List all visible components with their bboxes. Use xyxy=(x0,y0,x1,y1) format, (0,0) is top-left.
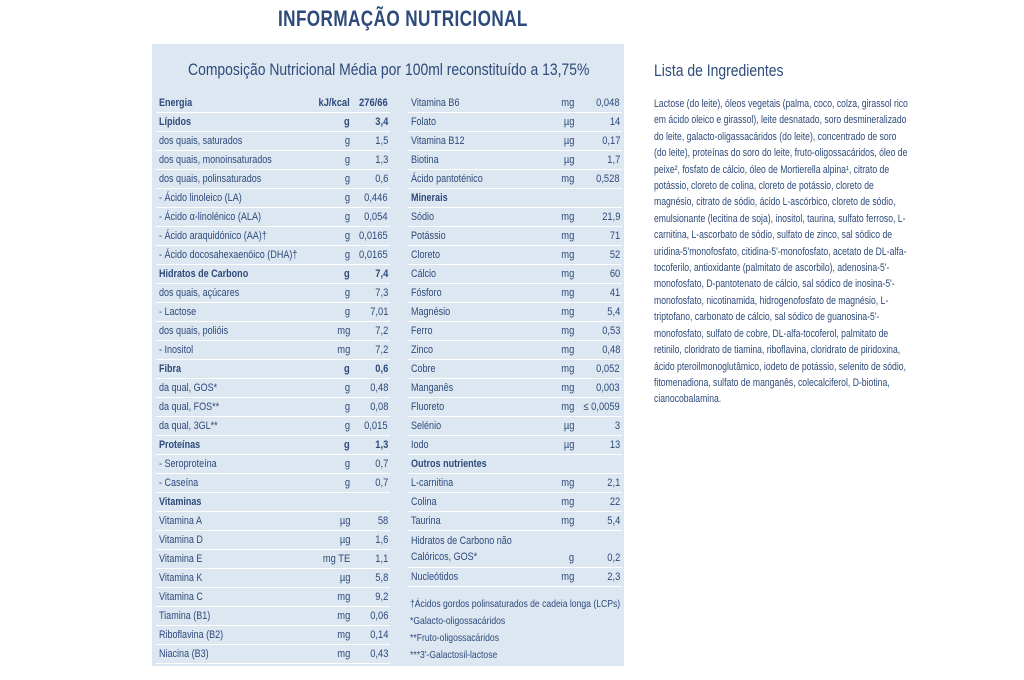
nutrient-unit: mg xyxy=(561,268,574,280)
nutrient-row xyxy=(156,132,390,151)
footnote: *Galacto-oligossacáridos xyxy=(410,615,506,627)
nutrient-value: 7,4 xyxy=(374,268,388,280)
nutrient-unit: g xyxy=(344,420,350,432)
nutrient-label: - Ácido α-linolénico (ALA) xyxy=(159,211,261,223)
nutrient-row xyxy=(408,531,622,568)
nutrient-label: dos quais, monoinsaturados xyxy=(159,154,272,166)
nutrient-label: Energia xyxy=(159,97,193,109)
nutrient-unit: g xyxy=(344,154,350,166)
nutrient-row xyxy=(408,170,622,189)
nutrient-value: 0,2 xyxy=(606,552,620,564)
nutrient-value: 7,2 xyxy=(374,325,388,337)
nutrient-row xyxy=(408,246,622,265)
footnote: †Ácidos gordos polinsaturados de cadeia longa (LCPs) xyxy=(410,598,621,610)
nutrient-label: Ácido pantoténico xyxy=(411,173,483,185)
nutrient-unit: g xyxy=(344,192,350,204)
nutrient-row xyxy=(408,132,622,151)
nutrient-label: Sódio xyxy=(411,211,435,223)
nutrient-label: dos quais, açúcares xyxy=(159,287,240,299)
nutrient-unit: g xyxy=(344,135,350,147)
nutrient-value: 71 xyxy=(609,230,620,242)
nutrient-unit: mg xyxy=(561,382,574,394)
nutrient-unit: mg xyxy=(561,249,574,261)
nutrient-value: ≤ 0,0059 xyxy=(583,401,620,413)
nutrient-label: - Lactose xyxy=(159,306,197,318)
nutrient-value: 7,3 xyxy=(374,287,388,299)
nutrient-label: da qual, FOS** xyxy=(159,401,220,413)
nutrient-row xyxy=(156,645,390,664)
nutrient-unit: mg xyxy=(337,610,350,622)
nutrient-value: 1,7 xyxy=(606,154,620,166)
nutrient-row xyxy=(156,493,390,512)
nutrient-value: 0,6 xyxy=(374,173,388,185)
nutrient-label: dos quais, polinsaturados xyxy=(159,173,262,185)
nutrient-unit: g xyxy=(344,477,350,489)
nutrient-unit: mg xyxy=(561,173,574,185)
nutrient-row xyxy=(408,94,622,113)
nutrient-label: Potássio xyxy=(411,230,446,242)
nutrient-row xyxy=(156,512,390,531)
nutrient-unit: mg xyxy=(561,230,574,242)
nutrient-label: Fluoreto xyxy=(411,401,445,413)
nutrient-unit: µg xyxy=(339,534,350,546)
nutrient-unit: g xyxy=(344,230,350,242)
nutrient-label: Zinco xyxy=(411,344,434,356)
nutrient-label: Vitamina B12 xyxy=(411,135,465,147)
nutrient-row xyxy=(156,531,390,550)
nutrient-row xyxy=(156,436,390,455)
nutrient-row xyxy=(408,303,622,322)
nutrient-label: - Seroproteína xyxy=(159,458,217,470)
nutrient-label: Selénio xyxy=(411,420,442,432)
nutrient-label: Vitamina C xyxy=(159,591,203,603)
nutrient-label: Vitamina D xyxy=(159,534,203,546)
nutrient-unit: g xyxy=(344,363,350,375)
nutrient-unit: g xyxy=(568,552,574,564)
nutrient-row xyxy=(408,189,622,208)
nutrient-row xyxy=(156,303,390,322)
nutrient-unit: kJ/kcal xyxy=(318,97,350,109)
nutrient-label: Fibra xyxy=(159,363,182,375)
nutrient-value: 13 xyxy=(609,439,620,451)
nutrition-column-right xyxy=(408,94,622,587)
nutrient-value: 1,1 xyxy=(374,553,388,565)
nutrient-value: 3,4 xyxy=(374,116,388,128)
nutrient-value: 0,054 xyxy=(364,211,388,223)
nutrient-value: 5,4 xyxy=(606,515,620,527)
nutrient-unit: g xyxy=(344,439,350,451)
nutrient-label: Niacina (B3) xyxy=(159,648,209,660)
nutrient-unit: g xyxy=(344,116,350,128)
nutrient-unit: mg xyxy=(561,515,574,527)
nutrient-value: 1,6 xyxy=(374,534,388,546)
nutrient-unit: mg xyxy=(337,325,350,337)
nutrient-label: - Ácido linoleico (LA) xyxy=(159,192,242,204)
nutrient-row xyxy=(156,550,390,569)
nutrient-row xyxy=(156,341,390,360)
nutrient-row xyxy=(156,94,390,113)
nutrient-label: Vitaminas xyxy=(159,496,202,508)
nutrient-unit: mg xyxy=(561,287,574,299)
nutrient-label: Vitamina E xyxy=(159,553,203,565)
nutrient-value: 0,7 xyxy=(374,477,388,489)
nutrient-row xyxy=(156,227,390,246)
nutrient-label: Outros nutrientes xyxy=(411,458,487,470)
nutrient-value: 2,3 xyxy=(606,571,620,583)
nutrient-unit: g xyxy=(344,211,350,223)
nutrient-label: Riboflavina (B2) xyxy=(159,629,224,641)
nutrient-value: 9,2 xyxy=(374,591,388,603)
nutrient-unit: g xyxy=(344,287,350,299)
nutrient-value: 2,1 xyxy=(606,477,620,489)
nutrient-value: 1,3 xyxy=(374,439,388,451)
nutrient-label: Vitamina K xyxy=(159,572,203,584)
nutrient-label: da qual, GOS* xyxy=(159,382,218,394)
nutrient-label: Biotina xyxy=(411,154,439,166)
nutrient-row xyxy=(408,360,622,379)
footnotes xyxy=(410,596,622,664)
nutrient-value: 0,048 xyxy=(596,97,620,109)
nutrient-value: 58 xyxy=(377,515,388,527)
nutrient-unit: mg xyxy=(561,571,574,583)
nutrient-row xyxy=(156,360,390,379)
nutrient-value: 0,08 xyxy=(369,401,388,413)
nutrient-label: Folato xyxy=(411,116,437,128)
nutrient-value: 0,7 xyxy=(374,458,388,470)
nutrient-value: 5,8 xyxy=(374,572,388,584)
nutrient-value: 0,48 xyxy=(369,382,388,394)
nutrient-label: L-carnitina xyxy=(411,477,454,489)
nutrient-label: Lípidos xyxy=(159,116,192,128)
nutrient-row xyxy=(156,151,390,170)
nutrient-unit: mg xyxy=(561,496,574,508)
nutrient-label: da qual, 3GL** xyxy=(159,420,218,432)
footnote: ***3'-Galactosil-lactose xyxy=(410,649,498,661)
nutrient-row xyxy=(408,568,622,587)
nutrient-unit: mg TE xyxy=(322,553,350,565)
nutrient-row xyxy=(408,284,622,303)
nutrient-unit: mg xyxy=(337,344,350,356)
nutrient-row xyxy=(408,417,622,436)
nutrient-unit: mg xyxy=(561,363,574,375)
nutrient-label: - Inositol xyxy=(159,344,194,356)
nutrient-row xyxy=(156,246,390,265)
nutrient-value: 0,14 xyxy=(369,629,388,641)
nutrient-row xyxy=(156,189,390,208)
nutrient-row xyxy=(156,474,390,493)
nutrient-unit: µg xyxy=(339,515,350,527)
footnote: **Fruto-oligossacáridos xyxy=(410,632,500,644)
nutrient-value: 52 xyxy=(609,249,620,261)
nutrient-label: Cobre xyxy=(411,363,436,375)
nutrient-label: Cálcio xyxy=(411,268,437,280)
nutrient-row xyxy=(408,493,622,512)
nutrient-label: Colina xyxy=(411,496,437,508)
nutrient-row xyxy=(156,265,390,284)
nutrient-label: Fósforo xyxy=(411,287,442,299)
nutrient-unit: g xyxy=(344,401,350,413)
nutrient-unit: g xyxy=(344,306,350,318)
nutrient-value: 276/66 xyxy=(359,97,388,109)
nutrient-label: - Caseína xyxy=(159,477,199,489)
nutrient-value: 0,17 xyxy=(601,135,620,147)
nutrient-label: Taurina xyxy=(411,515,441,527)
nutrition-column-left xyxy=(156,94,390,664)
nutrient-unit: g xyxy=(344,249,350,261)
nutrient-row xyxy=(156,398,390,417)
nutrient-label: - Ácido docosahexaenóico (DHA)† xyxy=(159,249,298,261)
nutrient-label: dos quais, polióis xyxy=(159,325,229,337)
nutrient-label: Proteínas xyxy=(159,439,201,451)
nutrient-unit: µg xyxy=(563,135,574,147)
table-subtitle: Composição Nutricional Média por 100ml reconstituído a 13,75% xyxy=(188,60,590,79)
nutrient-row xyxy=(408,474,622,493)
nutrient-label: Magnésio xyxy=(411,306,451,318)
nutrient-row xyxy=(408,436,622,455)
nutrient-row xyxy=(408,322,622,341)
nutrient-unit: g xyxy=(344,382,350,394)
nutrient-value: 22 xyxy=(609,496,620,508)
nutrient-row xyxy=(156,588,390,607)
nutrient-unit: mg xyxy=(561,306,574,318)
nutrient-value: 60 xyxy=(609,268,620,280)
nutrient-row xyxy=(156,417,390,436)
nutrient-value: 3 xyxy=(614,420,620,432)
nutrient-unit: g xyxy=(344,458,350,470)
nutrient-row xyxy=(408,113,622,132)
ingredients-text: Lactose (do leite), óleos vegetais (palma, coco, colza, girassol rico em ácido oleico e girassol), leite desnatado, soro desmineralizado do leite, galacto-oligassacáridos (do leite), concentrado de soro (do leite), proteínas do soro do leite, fruto-oligossacáridos, óleo de peixe², fosfato de cálcio, óleo de Mortierella alpina¹, citrato de potássio, cloreto de colina, cloreto de potássio, cloreto de magnésio, citrato de sódio, ácido L-ascórbico, cloreto de sódio, emulsionante (lecitina de soja), inositol, taurina, sulfato ferroso, L-carnitina, L-ascorbato de sódio, sulfato de zinco, sal sódico de uridina-5'monofosfato, citidina-5'-monofosfato, acetato de DL-alfa-tocoferilo, antioxidante (palmitato de ascorbilo), adenosina-5'-monofosfato, D-pantotenato de cálcio, sal sódico de inosina-5'-monofosfato, nicotinamida, hidrogenofosfato de magnésio, L-triptofano, carbonato de cálcio, sal sódico de guanosina-5'-monofosfato, sulfato de cobre, DL-alfa-tocoferol, palmitato de retinilo, cloridrato de tiamina, riboflavina, cloridrato de piridoxina, ácido pteroilmonoglutâmico, iodeto de potássio, selenito de sódio, fitomenadiona, sulfato de manganês, colecalciferol, D-biotina, cianocobalamina. xyxy=(654,98,908,406)
nutrient-row xyxy=(408,227,622,246)
ingredients-list xyxy=(654,96,910,408)
nutrient-unit: mg xyxy=(561,325,574,337)
nutrient-unit: g xyxy=(344,173,350,185)
nutrient-row xyxy=(156,455,390,474)
nutrient-unit: µg xyxy=(563,154,574,166)
page-title: INFORMAÇÃO NUTRICIONAL xyxy=(278,6,528,31)
nutrient-label: Manganês xyxy=(411,382,454,394)
nutrient-value: 0,003 xyxy=(596,382,620,394)
nutrient-unit: mg xyxy=(561,344,574,356)
nutrient-row xyxy=(156,113,390,132)
nutrient-label: dos quais, saturados xyxy=(159,135,243,147)
nutrient-unit: mg xyxy=(561,477,574,489)
nutrient-row xyxy=(408,341,622,360)
nutrient-value: 7,01 xyxy=(369,306,388,318)
nutrient-label: Vitamina A xyxy=(159,515,202,527)
nutrient-value: 0,052 xyxy=(596,363,620,375)
nutrient-value: 0,446 xyxy=(364,192,388,204)
nutrient-label: Iodo xyxy=(411,439,429,451)
nutrient-value: 0,48 xyxy=(601,344,620,356)
nutrient-row xyxy=(156,284,390,303)
nutrient-value: 0,6 xyxy=(374,363,388,375)
nutrient-value: 1,3 xyxy=(374,154,388,166)
nutrient-unit: mg xyxy=(337,591,350,603)
nutrient-label: Hidratos de Carbono não Calóricos, GOS* xyxy=(411,535,512,563)
ingredients-title: Lista de Ingredientes xyxy=(654,61,784,80)
nutrient-unit: mg xyxy=(337,629,350,641)
nutrient-label: Nucleótidos xyxy=(411,571,459,583)
nutrient-row xyxy=(156,170,390,189)
nutrient-unit: µg xyxy=(563,116,574,128)
nutrient-row xyxy=(408,151,622,170)
nutrient-row xyxy=(408,398,622,417)
nutrient-value: 0,06 xyxy=(369,610,388,622)
nutrient-unit: mg xyxy=(561,97,574,109)
nutrient-value: 1,5 xyxy=(374,135,388,147)
nutrient-row xyxy=(156,208,390,227)
nutrient-unit: mg xyxy=(561,401,574,413)
nutrient-label: Hidratos de Carbono xyxy=(159,268,249,280)
nutrient-value: 0,0165 xyxy=(359,249,388,261)
nutrient-unit: g xyxy=(344,268,350,280)
nutrient-unit: mg xyxy=(561,211,574,223)
nutrient-value: 7,2 xyxy=(374,344,388,356)
nutrient-label: Tiamina (B1) xyxy=(159,610,211,622)
nutrient-row xyxy=(156,626,390,645)
nutrient-label: Cloreto xyxy=(411,249,441,261)
nutrient-row xyxy=(156,322,390,341)
nutrient-row xyxy=(408,208,622,227)
nutrient-unit: mg xyxy=(337,648,350,660)
nutrient-row xyxy=(408,512,622,531)
nutrient-row xyxy=(156,569,390,588)
nutrient-value: 14 xyxy=(609,116,620,128)
nutrient-row xyxy=(156,379,390,398)
nutrient-value: 0,53 xyxy=(601,325,620,337)
nutrient-row xyxy=(408,265,622,284)
nutrient-value: 41 xyxy=(609,287,620,299)
nutrient-value: 5,4 xyxy=(606,306,620,318)
nutrient-value: 0,43 xyxy=(369,648,388,660)
nutrient-value: 0,015 xyxy=(364,420,388,432)
nutrient-label: Ferro xyxy=(411,325,433,337)
nutrient-label: Vitamina B6 xyxy=(411,97,460,109)
nutrient-value: 0,0165 xyxy=(359,230,388,242)
nutrient-unit: µg xyxy=(339,572,350,584)
nutrient-unit: µg xyxy=(563,439,574,451)
nutrient-value: 21,9 xyxy=(601,211,620,223)
nutrient-label: - Ácido araquidónico (AA)† xyxy=(159,230,267,242)
nutrient-row xyxy=(408,379,622,398)
nutrient-row xyxy=(408,455,622,474)
nutrient-value: 0,528 xyxy=(596,173,620,185)
nutrient-unit: µg xyxy=(563,420,574,432)
nutrient-label: Minerais xyxy=(411,192,448,204)
nutrient-row xyxy=(156,607,390,626)
